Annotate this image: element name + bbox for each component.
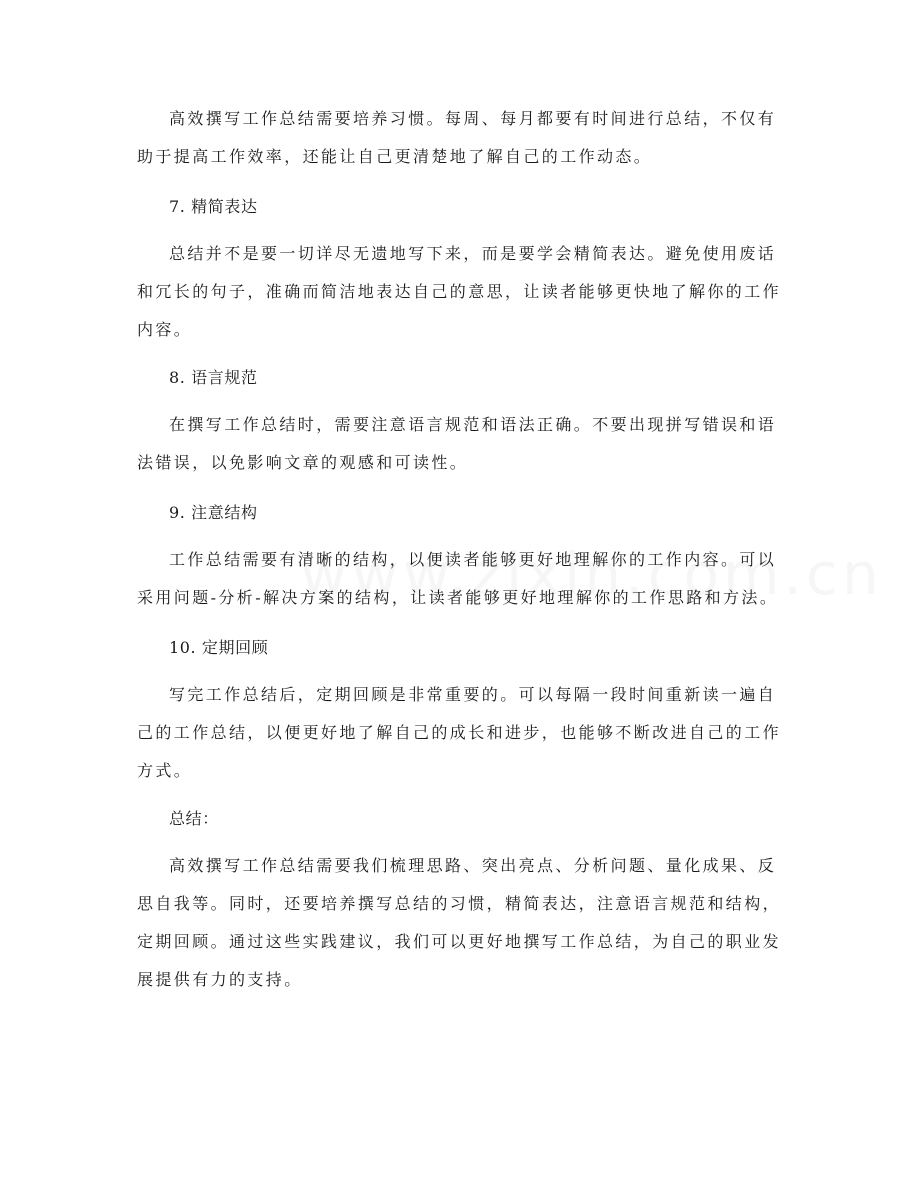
paragraph-concise-expression: 总结并不是要一切详尽无遗地写下来，而是要学会精简表达。避免使用废话和冗长的句子，准确而简洁地表达自己的意思，让读者能够更快地了解你的工作内容。 (137, 244, 782, 339)
paragraph-structure: 工作总结需要有清晰的结构，以便读者能够更好地理解你的工作内容。可以采用问题-分析-解决方案的结构，让读者能够更好地理解你的工作思路和方法。 (137, 550, 779, 607)
paragraph-summary: 高效撰写工作总结需要我们梳理思路、突出亮点、分析问题、量化成果、反思自我等。同时，还要培养撰写总结的习惯，精简表达，注意语言规范和结构，定期回顾。通过这些实践建议，我们可以更好地撰写工作总结，为自己的职业发展提供有力的支持。 (137, 856, 782, 989)
heading-periodic-review: 10. 定期回顾 (169, 638, 269, 657)
paragraph-habit: 高效撰写工作总结需要培养习惯。每周、每月都要有时间进行总结，不仅有助于提高工作效率，还能让自己更清楚地了解自己的工作动态。 (137, 109, 777, 166)
heading-language-norms: 8. 语言规范 (169, 368, 258, 387)
paragraph-language-norms: 在撰写工作总结时，需要注意语言规范和语法正确。不要出现拼写错误和语法错误，以免影响文章的观感和可读性。 (137, 415, 777, 472)
heading-concise-expression: 7. 精简表达 (169, 197, 258, 216)
heading-structure: 9. 注意结构 (169, 503, 258, 522)
heading-summary: 总结： (169, 809, 219, 828)
paragraph-periodic-review: 写完工作总结后，定期回顾是非常重要的。可以每隔一段时间重新读一遍自己的工作总结，以便更好地了解自己的成长和进步，也能够不断改进自己的工作方式。 (137, 685, 782, 780)
